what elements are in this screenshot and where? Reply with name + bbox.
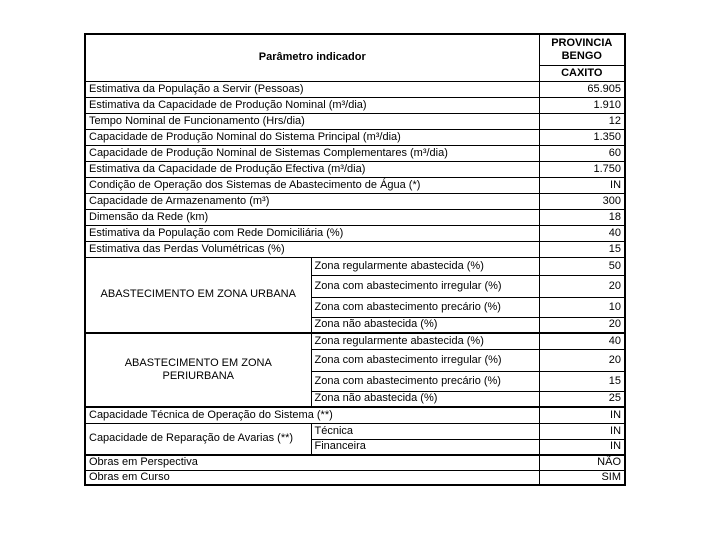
periurban-zone-label bbox=[85, 333, 311, 407]
row-label: Tempo Nominal de Funcionamento (Hrs/dia) bbox=[85, 113, 539, 129]
row-label: Estimativa da Capacidade de Produção Efectiva (m³/dia) bbox=[85, 161, 539, 177]
row-value: 40 bbox=[539, 225, 625, 241]
repair-capacity-label: Capacidade de Reparação de Avarias (**) bbox=[85, 423, 311, 455]
row-value: IN bbox=[539, 407, 625, 423]
table-row bbox=[85, 209, 625, 225]
table-row bbox=[85, 161, 625, 177]
row-value: IN bbox=[539, 439, 625, 455]
row-label: Zona não abastecida (%) bbox=[311, 317, 539, 333]
province-header-cell bbox=[539, 34, 625, 65]
table-row bbox=[85, 145, 625, 161]
row-value: SIM bbox=[539, 470, 625, 485]
row-label: Zona não abastecida (%) bbox=[311, 391, 539, 407]
table-row bbox=[85, 225, 625, 241]
row-value: 15 bbox=[539, 241, 625, 257]
row-value: 1.750 bbox=[539, 161, 625, 177]
row-value: 15 bbox=[539, 371, 625, 391]
row-label: Estimativa da População a Servir (Pessoas) bbox=[85, 81, 539, 97]
row-value: 60 bbox=[539, 145, 625, 161]
row-value: 65.905 bbox=[539, 81, 625, 97]
row-label: Zona com abastecimento precário (%) bbox=[311, 371, 539, 391]
table-row bbox=[85, 97, 625, 113]
table-row bbox=[85, 241, 625, 257]
table-row bbox=[85, 257, 625, 275]
row-label: Zona regularmente abastecida (%) bbox=[311, 257, 539, 275]
table-row bbox=[85, 193, 625, 209]
row-value: 1.910 bbox=[539, 97, 625, 113]
row-value: 1.350 bbox=[539, 129, 625, 145]
row-label: Capacidade de Produção Nominal do Sistema Principal (m³/dia) bbox=[85, 129, 539, 145]
row-value: 40 bbox=[539, 333, 625, 349]
row-label: Zona com abastecimento precário (%) bbox=[311, 297, 539, 317]
table-row bbox=[85, 455, 625, 470]
indicator-table bbox=[84, 33, 626, 486]
table-row bbox=[85, 113, 625, 129]
table-row bbox=[85, 81, 625, 97]
urban-zone-label: ABASTECIMENTO EM ZONA URBANA bbox=[85, 257, 311, 333]
province-subname: BENGO bbox=[561, 49, 602, 62]
row-value: 18 bbox=[539, 209, 625, 225]
row-value: 20 bbox=[539, 317, 625, 333]
param-header-cell: Parâmetro indicador bbox=[85, 34, 539, 81]
row-value: 300 bbox=[539, 193, 625, 209]
table-row bbox=[85, 333, 625, 349]
row-value: 25 bbox=[539, 391, 625, 407]
row-label: Capacidade de Armazenamento (m³) bbox=[85, 193, 539, 209]
table-row bbox=[85, 407, 625, 423]
table-row bbox=[85, 423, 625, 439]
periurban-zone-label-line1: ABASTECIMENTO EM ZONA bbox=[124, 357, 272, 370]
table-row bbox=[85, 177, 625, 193]
row-label: Estimativa da Capacidade de Produção Nominal (m³/dia) bbox=[85, 97, 539, 113]
row-label: Zona com abastecimento irregular (%) bbox=[311, 349, 539, 371]
table-row bbox=[85, 129, 625, 145]
row-value: NÃO bbox=[539, 455, 625, 470]
table-row bbox=[85, 470, 625, 485]
row-label: Técnica bbox=[311, 423, 539, 439]
province-name: PROVINCIA bbox=[551, 37, 613, 50]
row-label: Capacidade de Produção Nominal de Sistemas Complementares (m³/dia) bbox=[85, 145, 539, 161]
row-value: IN bbox=[539, 423, 625, 439]
periurban-zone-label-line2: PERIURBANA bbox=[162, 370, 235, 382]
row-value: 20 bbox=[539, 349, 625, 371]
row-label: Obras em Perspectiva bbox=[85, 455, 539, 470]
row-label: Dimensão da Rede (km) bbox=[85, 209, 539, 225]
row-label: Condição de Operação dos Sistemas de Abastecimento de Água (*) bbox=[85, 177, 539, 193]
row-value: 50 bbox=[539, 257, 625, 275]
row-label: Capacidade Técnica de Operação do Sistema (**) bbox=[85, 407, 539, 423]
row-label: Financeira bbox=[311, 439, 539, 455]
row-label: Obras em Curso bbox=[85, 470, 539, 485]
row-value: IN bbox=[539, 177, 625, 193]
row-value: 20 bbox=[539, 275, 625, 297]
row-label: Zona com abastecimento irregular (%) bbox=[311, 275, 539, 297]
row-label: Estimativa das Perdas Volumétricas (%) bbox=[85, 241, 539, 257]
row-label: Zona regularmente abastecida (%) bbox=[311, 333, 539, 349]
municipality-header-cell: CAXITO bbox=[539, 65, 625, 81]
row-value: 12 bbox=[539, 113, 625, 129]
row-value: 10 bbox=[539, 297, 625, 317]
row-label: Estimativa da População com Rede Domiciliária (%) bbox=[85, 225, 539, 241]
